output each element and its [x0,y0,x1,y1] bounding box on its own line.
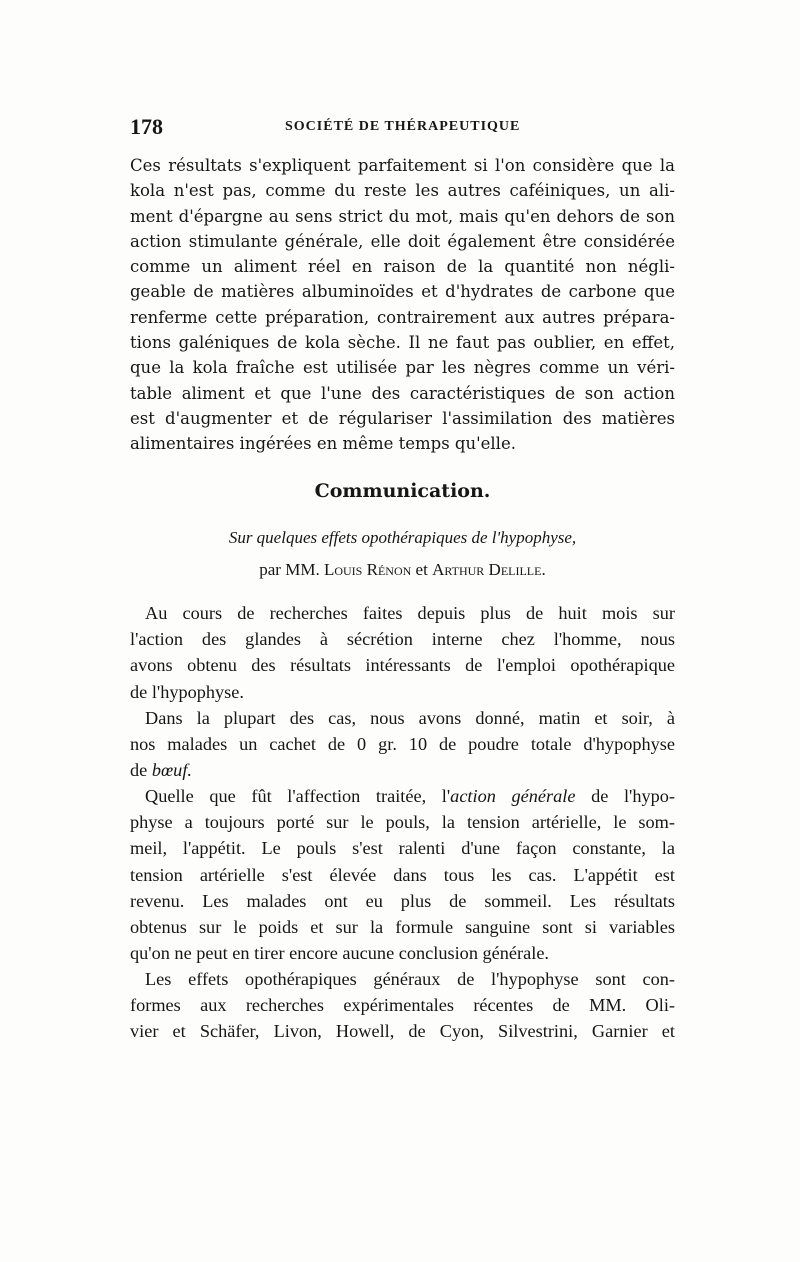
text-line: obtenus sur le poids et sur la formule sanguine sont si variables [130,917,675,938]
text-line: renferme cette préparation, contrairement aux autres prépara- [130,307,675,327]
text-fragment: de l'hypo- [575,786,675,806]
text-line: de l'hypophyse. [130,681,244,702]
author-name: Louis Rénon [323,560,412,579]
text-line: l'action des glandes à sécrétion interne chez l'homme, nous [130,629,675,650]
text-line: que la kola fraîche est utilisée par les nègres comme un véri- [130,358,675,378]
text-line: physe a toujours porté sur le pouls, la tension artérielle, le som- [130,812,675,833]
text-line: nos malades un cachet de 0 gr. 10 de poudre totale d'hypophyse [130,734,675,755]
text-line: avons obtenu des résultats intéressants de l'emploi opothérapique [130,655,675,676]
paragraph-intro [130,600,675,705]
italic-term: action générale [450,786,576,806]
text-line: vier et Schäfer, Livon, Howell, de Cyon, Silvestrini, Garnier et [130,1021,675,1042]
text-line: Au cours de recherches faites depuis plus de huit mois sur [145,603,675,623]
text-line: alimentaires ingérées en même temps qu'elle. [130,434,516,454]
page-number: 178 [130,114,163,139]
paragraph-dosage [130,705,675,784]
page-header [130,114,675,144]
text-fragment: Quelle que fût l'affection traitée, l' [145,786,451,806]
text-line: geable de matières albuminoïdes et d'hydrates de carbone que [130,282,675,302]
authors-line [130,560,675,580]
text-line [130,783,675,809]
paragraph-references [130,966,675,1045]
communication-subtitle: Sur quelques effets opothérapiques de l'hypophyse, [228,528,577,547]
authors-prefix: par MM. [259,560,320,579]
running-head: SOCIÉTÉ DE THÉRAPEUTIQUE [285,119,521,134]
section-title: Communication. [314,480,491,502]
author-name: Arthur Delille. [432,560,546,579]
text-line: meil, l'appétit. Le pouls s'est ralenti d'une façon constante, la [130,838,675,859]
italic-term: bœuf. [151,760,192,781]
paragraph-effects [130,783,675,966]
text-line: tension artérielle s'est élevée dans tous les cas. L'appétit est [130,864,675,885]
text-line: action stimulante générale, elle doit également être considérée [130,231,675,251]
text-line [130,757,675,783]
text-line: revenu. Les malades ont eu plus de sommeil. Les résultats [130,890,675,911]
text-line: formes aux recherches expérimentales récentes de MM. Oli- [130,995,675,1016]
text-fragment: de [130,760,148,781]
authors-join: et [415,560,428,579]
text-line: ment d'épargne au sens strict du mot, mais qu'en dehors de son [130,206,675,226]
text-line: Dans la plupart des cas, nous avons donné, matin et soir, à [145,708,675,728]
text-line: comme un aliment réel en raison de la quantité non négli- [130,257,675,277]
text-line: tions galéniques de kola sèche. Il ne faut pas oublier, en effet, [130,333,675,353]
text-line: kola n'est pas, comme du reste les autres caféiniques, un ali- [130,181,675,201]
text-line: table aliment et que l'une des caractéristiques de son action [130,383,675,403]
text-line: Ces résultats s'expliquent parfaitement si l'on considère que la [130,156,675,175]
text-line: qu'on ne peut en tirer encore aucune conclusion générale. [130,943,550,964]
text-line: Les effets opothérapiques généraux de l'hypophyse sont con- [145,969,675,989]
paragraph-kola [130,153,675,457]
text-line: est d'augmenter et de régulariser l'assimilation des matières [130,408,675,428]
